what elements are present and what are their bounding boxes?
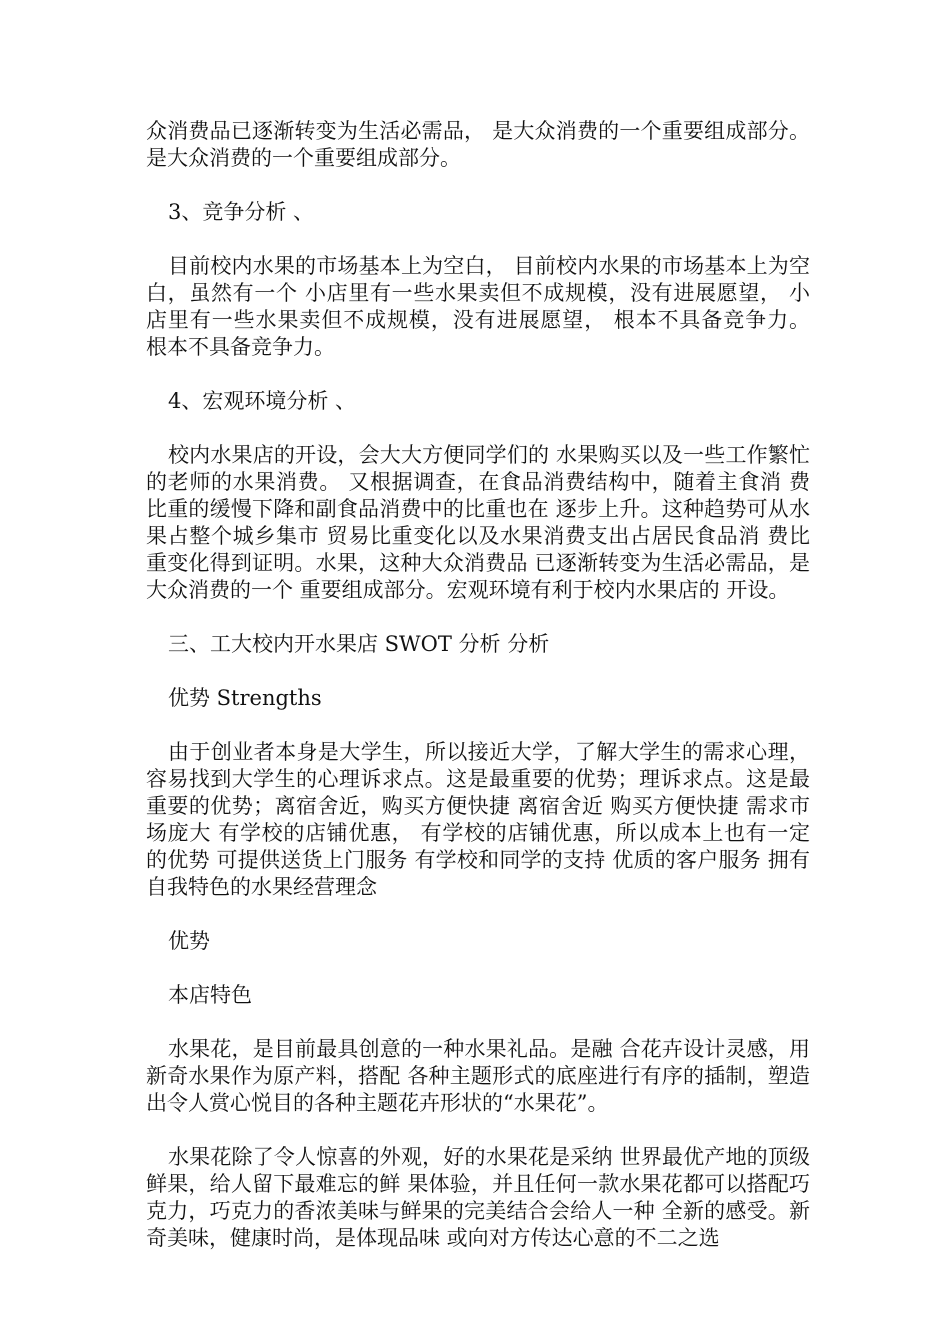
paragraph-strengths: 由于创业者本身是大学生，所以接近大学，了解大学生的需求心理，容易找到大学生的心理诉求点。这是最重要的优势；理诉求点。这是最重要的优势；离宿舍近，购买方便快捷 离宿舍近 购买方便快捷 需求市场庞大 有学校的店铺优惠， 有学校的店铺优惠，所以成本上也有一定的优势 可提供送货上门服务 有学校和同学的支持 优质的客户服务 拥有自我特色的水果经营理念 (146, 740, 810, 899)
paragraph-spacer (146, 1009, 810, 1036)
paragraph-competition: 目前校内水果的市场基本上为空白， 目前校内水果的市场基本上为空白，虽然有一个 小店里有一些水果卖但不成规模，没有进展愿望， 小店里有一些水果卖但不成规模，没有进展愿望， 根本不具备竞争力。 根本不具备竞争力。 (146, 254, 810, 359)
paragraph-macro-environment: 校内水果店的开设，会大大方便同学们的 水果购买以及一些工作繁忙的老师的水果消费。 又根据调查，在食品消费结构中，随着主食消 费比重的缓慢下降和副食品消费中的比重也在 逐步上升。这种趋势可从水果占整个城乡集市 贸易比重变化以及水果消费支出占居民食品消 费比重变化得到证明。水果，这种大众消费品 已逐渐转变为生活必需品，是大众消费的一个 重要组成部分。宏观环境有利于校内水果店的 开设。 (146, 443, 810, 602)
heading-macro-environment: 4、宏观环境分析 、 (168, 389, 357, 413)
paragraph-spacer (146, 712, 810, 739)
paragraph-fruit-flower-detail: 水果花除了令人惊喜的外观，好的水果花是采纳 世界最优产地的顶级鲜果，给人留下最难忘的鲜 果体验，并且任何一款水果花都可以搭配巧克力，巧克力的香浓美味与鲜果的完美结合会给人一种 全新的感受。新奇美味，健康时尚，是体现品味 或向对方传达心意的不二之选 (146, 1145, 810, 1250)
heading-advantage: 优势 (168, 929, 210, 953)
heading-strengths: 优势 Strengths (168, 686, 322, 710)
paragraph-spacer (146, 1117, 810, 1144)
paragraph-consumer-goods: 众消费品已逐渐转变为生活必需品， 是大众消费的一个重要组成部分。 是大众消费的一个重要组成部分。 (146, 119, 810, 170)
paragraph-spacer (146, 172, 810, 199)
paragraph-spacer (146, 658, 810, 685)
paragraph-spacer (146, 901, 810, 928)
paragraph-spacer (146, 361, 810, 388)
paragraph-spacer (146, 604, 810, 631)
heading-store-features: 本店特色 (168, 983, 252, 1007)
heading-swot-analysis: 三、工大校内开水果店 SWOT 分析 分析 (168, 632, 550, 656)
paragraph-spacer (146, 415, 810, 442)
document-page (146, 118, 810, 1252)
heading-competition-analysis: 3、竞争分析 、 (168, 200, 315, 224)
paragraph-spacer (146, 955, 810, 982)
paragraph-spacer (146, 226, 810, 253)
paragraph-fruit-flower: 水果花，是目前最具创意的一种水果礼品。是融 合花卉设计灵感，用新奇水果作为原产料，搭配 各种主题形式的底座进行有序的插制，塑造出令人赏心悦目的各种主题花卉形状的“水果花”。 (146, 1037, 810, 1115)
